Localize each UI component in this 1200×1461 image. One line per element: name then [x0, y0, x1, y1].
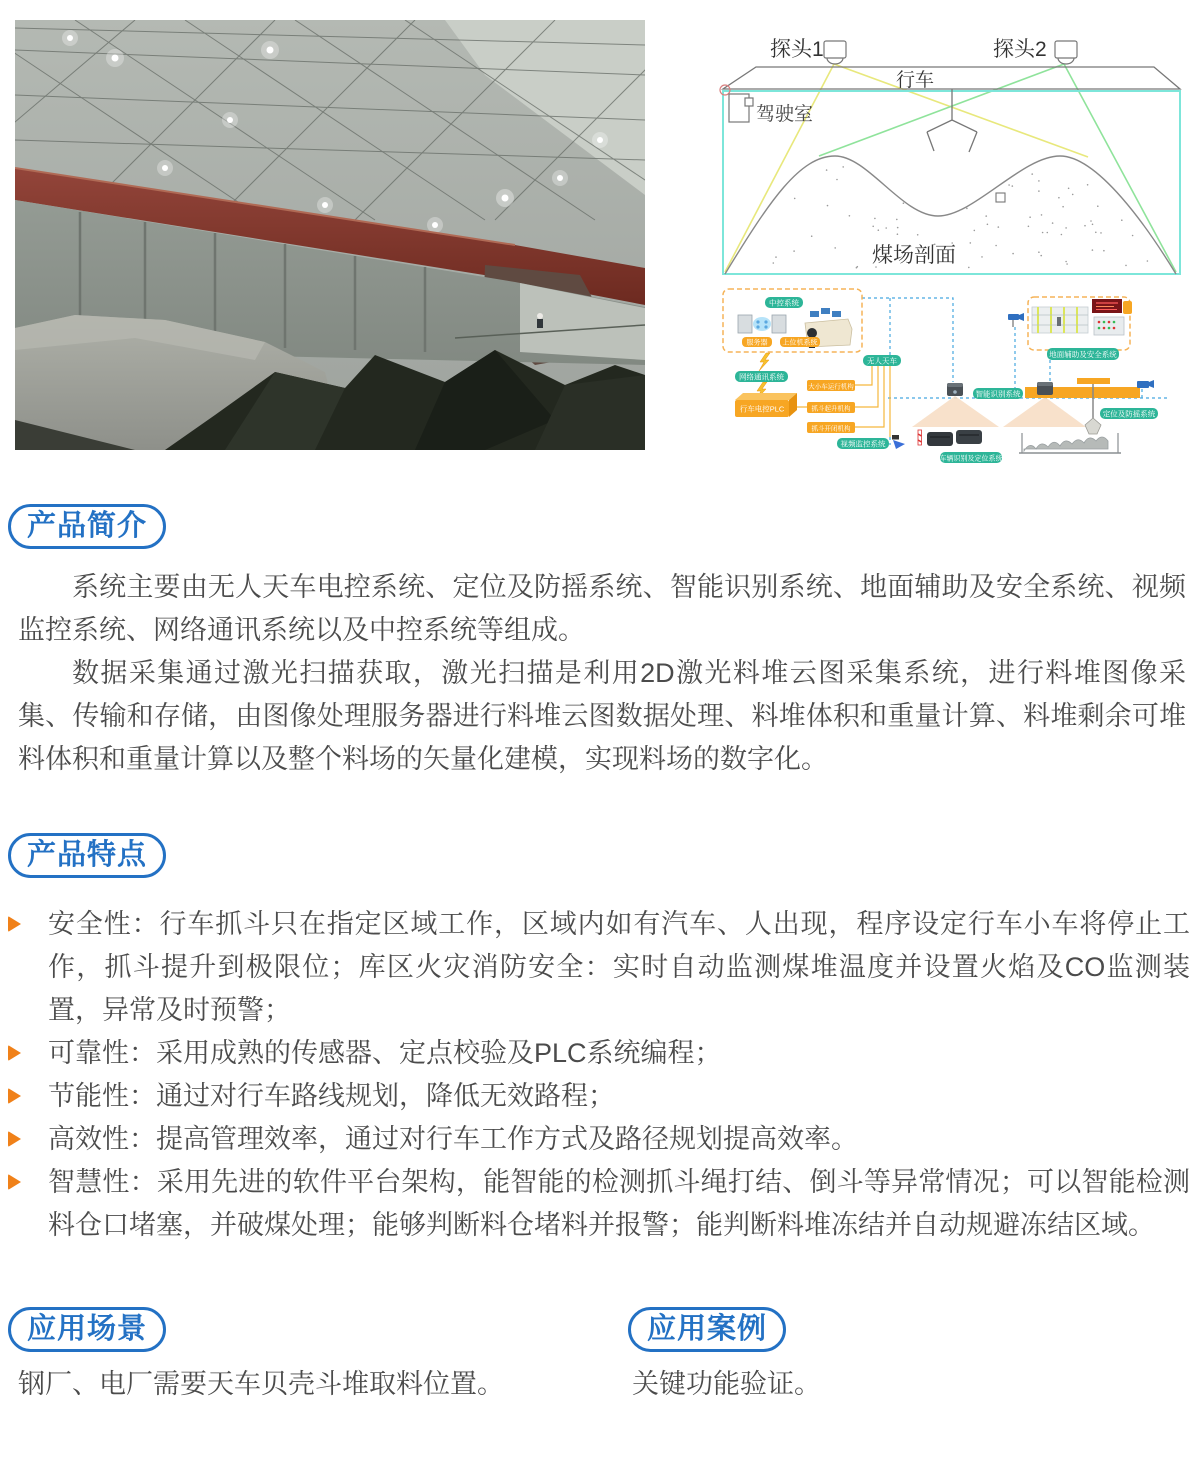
laser-scanner2-icon: [1037, 382, 1053, 395]
svg-text:行车电控PLC: 行车电控PLC: [739, 404, 785, 414]
warehouse-photo: [15, 20, 645, 450]
features-title: 产品特点: [27, 839, 148, 871]
svg-text:无人天车: 无人天车: [867, 356, 897, 366]
svg-text:大小车运行机构: 大小车运行机构: [808, 383, 854, 391]
recognition-pill: [973, 388, 1023, 399]
svg-text:上位机系统: 上位机系统: [782, 339, 818, 347]
feature-text: 可靠性：采用成熟的传感器、定点校验及PLC系统编程；: [48, 1038, 722, 1068]
bullet-arrow-icon: [8, 1045, 48, 1061]
mech-openclose-pill: [807, 422, 855, 433]
system-architecture-diagram: [700, 285, 1200, 475]
bullet-arrow-icon: [8, 1131, 48, 1147]
feature-text: 智慧性：采用先进的软件平台架构，能智能的检测抓斗绳打结、倒斗等异常情况；可以智能检测料仓口堵塞，并破煤处理；能够判断料仓堵料并报警；能判断料堆冻结并自动规避冻结区域。: [48, 1167, 1190, 1240]
probe1-label: 探头1: [770, 38, 824, 61]
feature-item: [8, 1161, 1190, 1247]
unmanned-crane-pill: [863, 355, 901, 366]
intro-title: 产品简介: [27, 510, 148, 542]
feature-item: [8, 903, 1190, 1032]
probe2-label: 探头2: [993, 38, 1047, 61]
safety-device-icon: [1123, 301, 1132, 314]
svg-text:服务器: 服务器: [746, 339, 768, 347]
feature-text: 高效性：提高管理效率，通过对行车工作方式及路径规划提高效率。: [48, 1124, 858, 1154]
cab-icon: [729, 94, 753, 122]
laser-scanner1-icon: [947, 383, 963, 396]
server-icons: [738, 315, 786, 333]
scenarios-section-badge: [8, 1307, 166, 1352]
beam-end-camera-icon: [1137, 380, 1154, 388]
svg-text:抓斗开闭机构: 抓斗开闭机构: [811, 425, 851, 433]
control-panel-icon: [1094, 317, 1124, 335]
led-display-icon: [1092, 299, 1122, 313]
svg-text:地面辅助及安全系统: 地面辅助及安全系统: [1049, 350, 1117, 359]
cab-label: 驾驶室: [756, 104, 814, 125]
ground-safety-pill: [1047, 348, 1119, 360]
features-section-badge: [8, 833, 166, 878]
mech-travel-pill: [807, 380, 855, 391]
svg-text:中控系统: 中控系统: [769, 298, 799, 308]
feature-text: 安全性：行车抓斗只在指定区域工作，区域内如有汽车、人出现，程序设定行车小车将停止工作，抓斗提升到极限位；库区火灾消防安全：实时自动监测煤堆温度并设置火焰及CO监测装置，异常及时预警；: [48, 909, 1190, 1025]
positioning-pill: [1100, 408, 1158, 419]
bullet-arrow-icon: [8, 1088, 48, 1104]
svg-text:视频监控系统: 视频监控系统: [840, 439, 886, 449]
svg-text:定位及防摇系统: 定位及防摇系统: [1102, 409, 1156, 419]
crane-probe-diagram: [700, 10, 1190, 280]
svg-text:智能识别系统: 智能识别系统: [975, 389, 1021, 399]
scenarios-title: 应用场景: [27, 1313, 148, 1345]
intro-section-badge: [8, 504, 166, 549]
host-computer-pill: [780, 337, 820, 347]
cases-title: 应用案例: [647, 1313, 768, 1345]
video-monitor-pill: [837, 438, 889, 449]
vehicle-id-pill: [940, 452, 1003, 463]
features-list: [8, 903, 1190, 1247]
network-pill: [735, 371, 788, 382]
feature-text: 节能性：通过对行车路线规划，降低无效路程；: [48, 1081, 615, 1111]
scenarios-text: 钢厂、电厂需要天车贝壳斗堆取料位置。: [18, 1369, 504, 1399]
bullet-arrow-icon: [8, 916, 48, 932]
cases-text: 关键功能验证。: [632, 1369, 821, 1399]
central-control-pill: [765, 297, 803, 308]
safety-fence-icon: [1032, 307, 1088, 333]
bullet-arrow-icon: [8, 1174, 48, 1190]
coal-section-label: 煤场剖面: [872, 244, 956, 267]
svg-text:车辆识别及定位系统: 车辆识别及定位系统: [939, 455, 1003, 463]
server-pill: [742, 337, 772, 347]
crane-label: 行车: [896, 70, 935, 91]
feature-item: [8, 1032, 1190, 1075]
intro-paragraph: 数据采集通过激光扫描获取，激光扫描是利用2D激光料堆云图采集系统，进行料堆图像采集、传输和存储，由图像处理服务器进行料堆云图数据处理、料堆体积和重量计算、料堆剩余可堆料体积和重量计算以及整个料场的矢量化建模，实现料场的数字化。: [18, 658, 1186, 774]
feature-item: [8, 1118, 1190, 1161]
cases-section-badge: [628, 1307, 786, 1352]
svg-text:抓斗起升机构: 抓斗起升机构: [811, 405, 851, 413]
mech-hoist-pill: [807, 402, 855, 413]
feature-item: [8, 1075, 1190, 1118]
plc-box: [735, 393, 797, 417]
intro-paragraphs: [18, 566, 1186, 781]
worker-figure: [537, 313, 543, 328]
svg-text:网络通讯系统: 网络通讯系统: [739, 372, 784, 382]
intro-paragraph: 系统主要由无人天车电控系统、定位及防摇系统、智能识别系统、地面辅助及安全系统、视频监控系统、网络通讯系统以及中控系统等组成。: [18, 572, 1186, 645]
